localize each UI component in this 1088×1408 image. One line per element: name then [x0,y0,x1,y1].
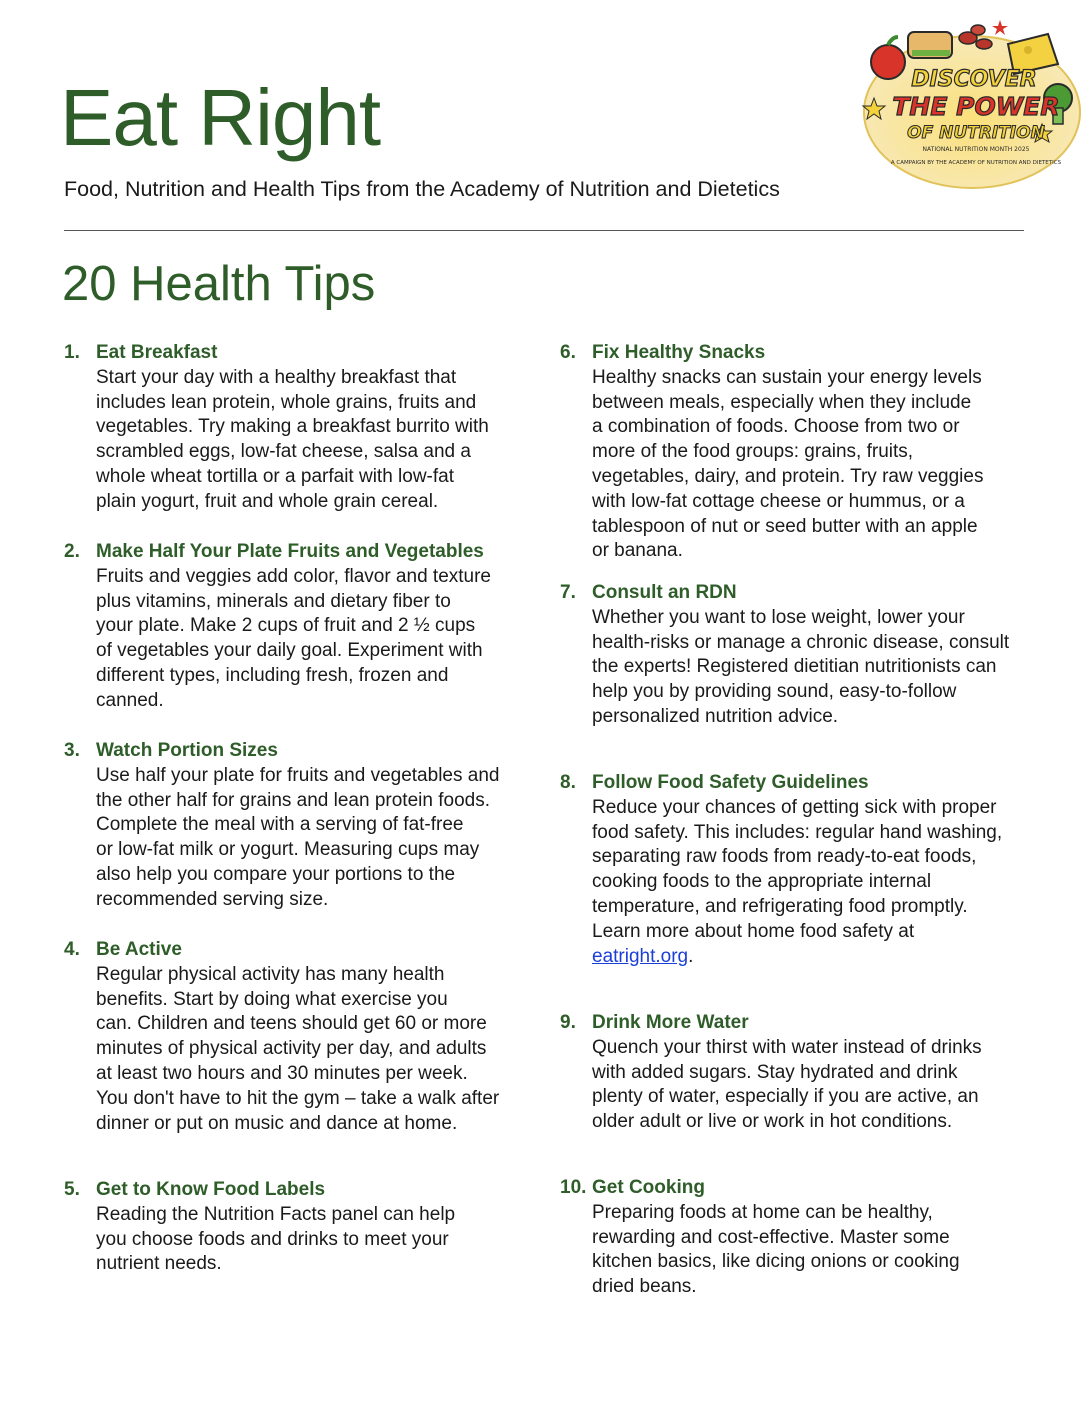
tip-text: Whether you want to lose weight, lower your health-risks or manage a chronic disease, consult the experts! Registered dietitian nutritionists can help you by providing sound, easy-to-follow personalized nutrition advice. [592,606,1010,727]
tip-number: 5. [64,1179,80,1200]
tip-text: Fruits and veggies add color, flavor and texture plus vitamins, minerals and dietary fiber to your plate. Make 2 cups of fruit and 2 ½ cups of vegetables your daily goal. Experiment with different types, including fresh, frozen and canned. [96,565,492,711]
eatright-link[interactable]: eatright.org [592,945,689,967]
tip-item-2 [64,540,534,714]
tip-number: 10. [560,1177,587,1198]
tip-number: 4. [64,939,80,960]
tip-number: 2. [64,541,80,562]
tip-item-7 [560,581,1030,730]
tip-item-6 [560,341,1030,564]
tip-title: Consult an RDN [592,582,737,603]
tip-number: 3. [64,740,80,761]
tip-text: Preparing foods at home can be healthy, rewarding and cost-effective. Master some kitchen basics, like dicing onions or cooking dried beans. [592,1201,960,1298]
tip-title: Drink More Water [592,1012,749,1033]
tip-title: Eat Breakfast [96,342,218,363]
tip-item-8 [560,771,1030,969]
tip-text: Start your day with a healthy breakfast that includes lean protein, whole grains, fruits and vegetables. Try making a breakfast burrito with scrambled eggs, low-fat cheese, salsa and a whole wheat tortilla or a parfait with low-fat plain yogurt, fruit and whole grain cereal. [96,366,489,512]
tip-item-4 [64,938,534,1136]
link-trailing-period: . [688,945,694,967]
tip-title: Watch Portion Sizes [96,740,278,761]
tip-text: Quench your thirst with water instead of drinks with added sugars. Stay hydrated and drink plenty of water, especially if you are active, an older adult or live or work in hot conditions. [592,1036,982,1133]
tip-text: Use half your plate for fruits and vegetables and the other half for grains and lean protein foods. Complete the meal with a serving of fat-free or low-fat milk or yogurt. Measuring cups may also help you compare your portions to the recommended serving size. [96,764,500,910]
tip-text: Regular physical activity has many health benefits. Start by doing what exercise you can. Children and teens should get 60 or more minutes of physical activity per day, and adults at least two hours and 30 minutes per week. You don't have to hit the gym – take a walk after dinner or put on music and dance at home. [96,963,500,1134]
tip-item-1 [64,341,534,515]
tip-title: Make Half Your Plate Fruits and Vegetables [96,541,484,562]
tip-number: 9. [560,1012,576,1033]
svg-text:A CAMPAIGN BY THE ACADEMY OF N: A CAMPAIGN BY THE ACADEMY OF NUTRITION AND DIETETICS [890,160,1062,166]
svg-text:NATIONAL NUTRITION MONTH 2025: NATIONAL NUTRITION MONTH 2025 [922,146,1030,153]
tip-number: 8. [560,772,576,793]
tip-title: Be Active [96,939,182,960]
apple-icon [871,45,905,79]
tip-title: Get to Know Food Labels [96,1179,326,1200]
page-subtitle: Food, Nutrition and Health Tips from the Academy of Nutrition and Dietetics [64,177,780,201]
svg-text:THE POWER: THE POWER [892,92,1060,121]
tip-number: 7. [560,582,576,603]
tip-title: Follow Food Safety Guidelines [592,772,869,793]
page-title: Eat Right [60,73,381,162]
tip-item-10 [560,1176,1030,1300]
tip-number: 6. [560,342,576,363]
tip-text: Reading the Nutrition Facts panel can help you choose foods and drinks to meet your nutrient needs. [96,1203,456,1275]
tip-number: 1. [64,342,80,363]
tip-text: Reduce your chances of getting sick with proper food safety. This includes: regular hand washing, separating raw foods from ready-to-eat foods, cooking foods to the appropriate internal temperature, and refrigerating food promptly. Learn more about home food safety at [592,796,1003,942]
tip-title: Get Cooking [592,1177,705,1198]
svg-text:OF NUTRITION: OF NUTRITION [907,123,1045,143]
section-title: 20 Health Tips [62,257,376,311]
tip-item-9 [560,1011,1030,1135]
tip-item-5 [64,1178,534,1277]
tip-text: Healthy snacks can sustain your energy levels between meals, especially when they include a combination of foods. Choose from two or more of the food groups: grains, fruits, vegetables, dairy, and protein. Try raw veggies with low-fat cottage cheese or hummus, or a tablespoon of nut or seed butter with an apple or banana. [592,366,984,562]
nutrition-month-logo [860,14,1084,192]
svg-text:DISCOVER: DISCOVER [911,67,1037,92]
tip-title: Fix Healthy Snacks [592,342,766,363]
tip-item-3 [64,739,534,913]
header-divider [64,230,1024,231]
